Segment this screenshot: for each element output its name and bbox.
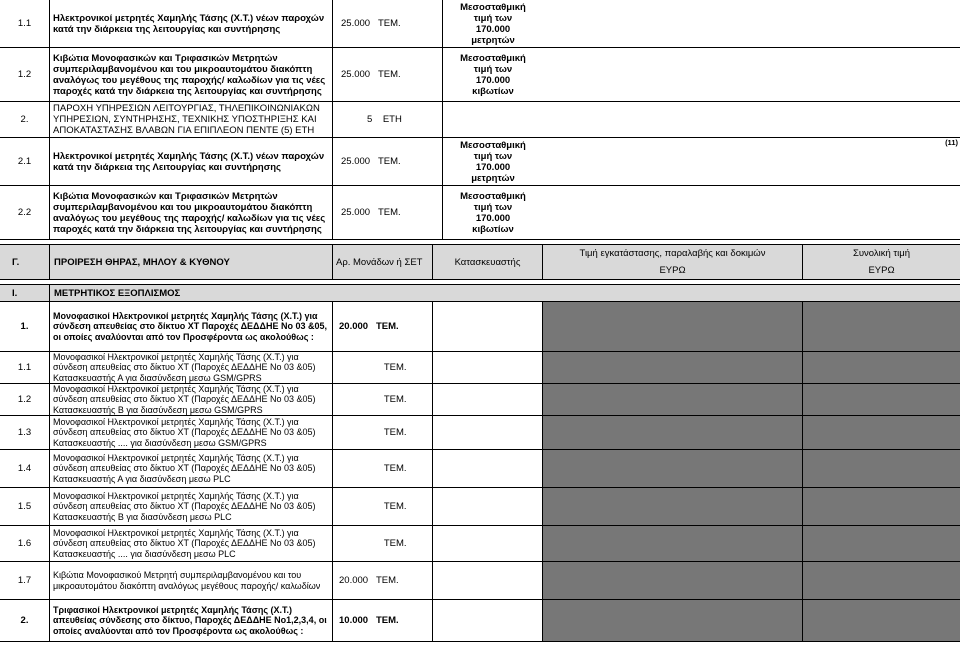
subsection-row	[0, 284, 960, 302]
row-description: Ηλεκτρονικοί μετρητές Χαμηλής Τάσης (Χ.Τ.) νέων παροχών κατά την διάρκεια της Λειτουργίας και συντήρησης	[50, 138, 333, 185]
manufacturer-cell	[433, 450, 543, 487]
row-price-note	[443, 186, 543, 239]
total-currency: ΕΥΡΩ	[868, 265, 895, 276]
total-price-cell	[803, 450, 960, 487]
row-number: 2.	[0, 102, 50, 137]
row-number: 1.1	[0, 0, 50, 47]
manufacturer-label: Κατασκευαστής	[433, 245, 543, 279]
total-price-cell	[803, 352, 960, 383]
row-number: 1.5	[0, 488, 50, 525]
total-price-cell	[803, 600, 960, 641]
price-line: μετρητών	[471, 34, 515, 46]
unit-price-cell	[543, 600, 803, 641]
row-description: ΠΑΡΟΧΗ ΥΠΗΡΕΣΙΩΝ ΛΕΙΤΟΥΡΓΙΑΣ, ΤΗΛΕΠΙΚΟΙΝΩΝΙΑΚΩΝ ΥΠΗΡΕΣΙΩΝ, ΣΥΝΤΗΡΗΣΗΣ, ΤΕΧΝΙΚΗΣ ΥΠΟΣΤΗΡΙΞΗΣ ΚΑΙ ΑΠΟΚΑΤΑΣΤΑΣΗΣ ΒΛΑΒΩΝ ΓΙΑ ΕΠΙΠΛΕΟΝ ΠΕΝΤΕ (5) ΕΤΗ	[50, 102, 333, 137]
total-price-cell	[803, 488, 960, 525]
unit-price-currency: ΕΥΡΩ	[659, 265, 686, 276]
table-row	[0, 352, 960, 384]
table-row	[0, 488, 960, 526]
total-price-cell	[803, 562, 960, 599]
table-row	[0, 0, 960, 48]
table-row	[0, 138, 960, 186]
row-quantity: ΤΕΜ.	[333, 384, 433, 415]
price-line: 170.000	[475, 212, 511, 224]
row-description: Μονοφασικοί Ηλεκτρονικοί μετρητές Χαμηλής Τάσης (Χ.Τ.) για σύνδεση απευθείας στο δίκτυο ΧΤ Παροχές ΔΕΔΔΗΕ Νο 03 &05, οι οποίες αναλύονται από τον Προσφέροντα ως ακολούθως :	[50, 302, 333, 351]
unit-price-cell	[543, 450, 803, 487]
row-quantity: ΤΕΜ.	[333, 526, 433, 561]
manufacturer-cell	[433, 302, 543, 351]
row-number: 1.2	[0, 48, 50, 101]
price-line: 170.000	[475, 23, 511, 35]
row-description: Κιβώτια Μονοφασικού Μετρητή συμπεριλαμβανομένου και του μικροαυτομάτου διακόπτη αναλόγως μεγέθους παροχής/ καλωδίων	[50, 562, 333, 599]
row-number: 1.4	[0, 450, 50, 487]
price-line: τιμή των	[473, 150, 513, 162]
row-quantity: 20.000 ΤΕΜ.	[333, 562, 433, 599]
unit-price-cell	[543, 384, 803, 415]
row-description: Κιβώτια Μονοφασικών και Τριφασικών Μετρητών συμπεριλαμβανομένου και του μικροαυτομάτου διακόπτη αναλόγως του μεγέθους της παροχής/ καλωδίων για τις νέες παροχές κατά την διάρκεια της λειτουργίας και συντήρησης	[50, 48, 333, 101]
row-quantity: ΤΕΜ.	[333, 416, 433, 449]
table-row	[0, 600, 960, 642]
row-quantity: 25.000 ΤΕΜ.	[333, 48, 443, 101]
table-row	[0, 450, 960, 488]
row-number: 2.2	[0, 186, 50, 239]
row-quantity: ΤΕΜ.	[333, 352, 433, 383]
row-price-note	[443, 48, 543, 101]
price-line: τιμή των	[473, 201, 513, 213]
unit-price-header	[543, 245, 803, 279]
row-number: 1.6	[0, 526, 50, 561]
row-description: Τριφασικοί Ηλεκτρονικοί μετρητές Χαμηλής Τάσης (Χ.Τ.) απευθείας σύνδεσης στο δίκτυο, Παροχές ΔΕΔΔΗΕ Νο1,2,3,4, οι οποίες αναλύονται από τον Προσφέροντα ως ακολούθως :	[50, 600, 333, 641]
row-description: Μονοφασικοί Ηλεκτρονικοί μετρητές Χαμηλής Τάσης (Χ.Τ.) για σύνδεση απευθείας στο δίκτυο ΧΤ (Παροχές ΔΕΔΔΗΕ Νο 03 &05) Κατασκευαστής Α για διασύνδεση μεσω GSM/GPRS	[50, 352, 333, 383]
row-quantity: 25.000 ΤΕΜ.	[333, 138, 443, 185]
row-number: 1.1	[0, 352, 50, 383]
subsection-title: ΜΕΤΡΗΤΙΚΟΣ ΕΞΟΠΛΙΣΜΟΣ	[54, 287, 181, 299]
unit-price-label: Τιμή εγκατάστασης, παραλαβής και δοκιμών	[579, 248, 766, 259]
total-price-cell	[803, 526, 960, 561]
section-letter: Γ.	[0, 245, 50, 279]
unit-price-cell	[543, 416, 803, 449]
price-line: τιμή των	[473, 12, 513, 24]
section-header	[0, 244, 960, 280]
manufacturer-cell	[433, 562, 543, 599]
unit-price-cell	[543, 562, 803, 599]
row-number: 2.1	[0, 138, 50, 185]
price-line: Μεσοσταθμική	[460, 52, 526, 64]
unit-price-cell	[543, 526, 803, 561]
row-description: Μονοφασικοί Ηλεκτρονικοί μετρητές Χαμηλής Τάσης (Χ.Τ.) για σύνδεση απευθείας στο δίκτυο ΧΤ (Παροχές ΔΕΔΔΗΕ Νο 03 &05) Κατασκευαστής Β για διασύνδεση μεσω GSM/GPRS	[50, 384, 333, 415]
row-number: 2.	[0, 600, 50, 641]
manufacturer-cell	[433, 352, 543, 383]
table-row	[0, 562, 960, 600]
row-price-note	[443, 102, 543, 137]
row-description: Κιβώτια Μονοφασικών και Τριφασικών Μετρητών συμπεριλαμβανομένου και του μικροαυτομάτου διακόπτη αναλόγως του μεγέθους της παροχής/ καλωδίων για τις νέες παροχές κατά την διάρκεια της λειτουργίας και συντήρησης	[50, 186, 333, 239]
table-row	[0, 48, 960, 102]
section-title: ΠΡΟΙΡΕΣΗ ΘΗΡΑΣ, ΜΗΛΟΥ & ΚΥΘΝΟΥ	[50, 245, 333, 279]
price-line: 170.000	[475, 74, 511, 86]
subsection-number: Ι.	[0, 285, 50, 301]
units-label: Αρ. Μονάδων ή ΣΕΤ	[333, 245, 433, 279]
row-number: 1.	[0, 302, 50, 351]
total-price-cell	[803, 302, 960, 351]
row-quantity: 25.000 ΤΕΜ.	[333, 186, 443, 239]
total-price-cell	[803, 384, 960, 415]
row-quantity: 10.000 ΤΕΜ.	[333, 600, 433, 641]
table-row	[0, 102, 960, 138]
page-marker: (11)	[945, 138, 958, 147]
price-line: τιμή των	[473, 63, 513, 75]
manufacturer-cell	[433, 526, 543, 561]
row-price-note	[443, 0, 543, 47]
row-number: 1.3	[0, 416, 50, 449]
manufacturer-cell	[433, 488, 543, 525]
table-row	[0, 526, 960, 562]
price-line: κιβωτίων	[472, 85, 514, 97]
row-description: Μονοφασικοί Ηλεκτρονικοί μετρητές Χαμηλής Τάσης (Χ.Τ.) για σύνδεση απευθείας στο δίκτυο ΧΤ (Παροχές ΔΕΔΔΗΕ Νο 03 &05) Κατασκευαστής .... για διασύνδεση μεσω GSM/GPRS	[50, 416, 333, 449]
price-line: Μεσοσταθμική	[460, 1, 526, 13]
table-row	[0, 302, 960, 352]
price-line: μετρητών	[471, 172, 515, 184]
unit-price-cell	[543, 302, 803, 351]
unit-price-cell	[543, 488, 803, 525]
manufacturer-cell	[433, 600, 543, 641]
manufacturer-cell	[433, 384, 543, 415]
manufacturer-cell	[433, 416, 543, 449]
row-quantity: 5 ΕΤΗ	[333, 102, 443, 137]
price-line: 170.000	[475, 161, 511, 173]
unit-price-cell	[543, 352, 803, 383]
row-description: Μονοφασικοί Ηλεκτρονικοί μετρητές Χαμηλής Τάσης (Χ.Τ.) για σύνδεση απευθείας στο δίκτυο ΧΤ (Παροχές ΔΕΔΔΗΕ Νο 03 &05) Κατασκευαστής Β για διασύνδεση μεσω PLC	[50, 488, 333, 525]
row-description: Μονοφασικοί Ηλεκτρονικοί μετρητές Χαμηλής Τάσης (Χ.Τ.) για σύνδεση απευθείας στο δίκτυο ΧΤ (Παροχές ΔΕΔΔΗΕ Νο 03 &05) Κατασκευαστής Α για διασύνδεση μεσω PLC	[50, 450, 333, 487]
table-row	[0, 384, 960, 416]
row-quantity: 20.000 ΤΕΜ.	[333, 302, 433, 351]
table-row	[0, 416, 960, 450]
total-header	[803, 245, 960, 279]
price-line: κιβωτίων	[472, 223, 514, 235]
row-quantity: ΤΕΜ.	[333, 488, 433, 525]
row-description: Μονοφασικοί Ηλεκτρονικοί μετρητές Χαμηλής Τάσης (Χ.Τ.) για σύνδεση απευθείας στο δίκτυο ΧΤ (Παροχές ΔΕΔΔΗΕ Νο 03 &05) Κατασκευαστής .... για διασύνδεση μεσω PLC	[50, 526, 333, 561]
table-row	[0, 186, 960, 240]
price-line: Μεσοσταθμική	[460, 190, 526, 202]
total-price-cell	[803, 416, 960, 449]
price-line: Μεσοσταθμική	[460, 139, 526, 151]
total-label: Συνολική τιμή	[852, 248, 911, 259]
row-quantity: 25.000 ΤΕΜ.	[333, 0, 443, 47]
row-description: Ηλεκτρονικοί μετρητές Χαμηλής Τάσης (Χ.Τ.) νέων παροχών κατά την διάρκεια της λειτουργίας και συντήρησης	[50, 0, 333, 47]
row-price-note	[443, 138, 543, 185]
row-number: 1.2	[0, 384, 50, 415]
row-quantity: ΤΕΜ.	[333, 450, 433, 487]
row-number: 1.7	[0, 562, 50, 599]
